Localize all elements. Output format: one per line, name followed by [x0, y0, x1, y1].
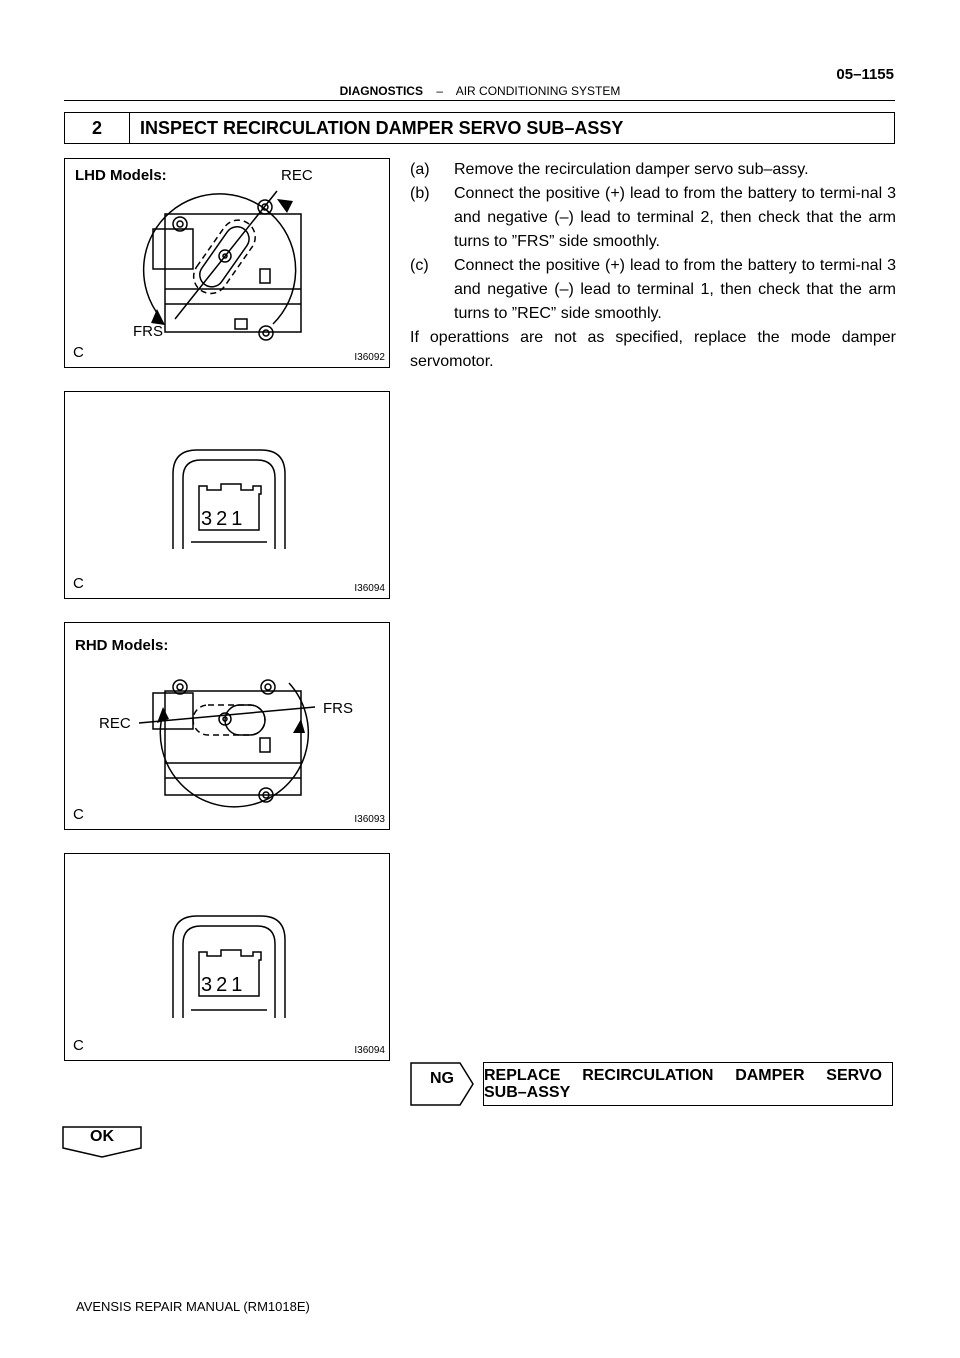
running-header: [0, 84, 960, 98]
pin-1: 1: [231, 508, 247, 530]
figure-code: I36094: [354, 1045, 385, 1056]
ng-label: NG: [430, 1070, 454, 1087]
instructions: [410, 158, 896, 374]
pin-1: 1: [231, 974, 247, 996]
instruction-item: [410, 158, 896, 182]
instruction-item: [410, 254, 896, 326]
figure-c-marker: C: [73, 344, 84, 361]
pin-2: 2: [216, 508, 232, 530]
pin-3: 3: [201, 508, 217, 530]
figure-lhd-servo: [64, 158, 390, 368]
page-number: 05–1155: [836, 66, 894, 83]
instruction-label: (a): [410, 161, 430, 178]
ng-result-tag: [410, 1062, 474, 1106]
ng-action-line-2: SUB–ASSY: [484, 1084, 571, 1101]
figure-code: I36092: [354, 352, 385, 363]
header-subsection: AIR CONDITIONING SYSTEM: [455, 84, 621, 98]
figure-model-label: LHD Models:: [75, 167, 167, 184]
ok-result-tag: [62, 1126, 142, 1158]
step-number: 2: [65, 113, 130, 143]
connector-illustration: [65, 392, 389, 598]
instruction-label: (b): [410, 185, 430, 202]
figure-rhd-servo: [64, 622, 390, 830]
figure-c-marker: C: [73, 575, 84, 592]
ng-action-box: [483, 1062, 893, 1106]
figure-model-label: RHD Models:: [75, 637, 169, 654]
figure-c-marker: C: [73, 806, 84, 823]
connector-illustration: [65, 854, 389, 1060]
instruction-item: [410, 182, 896, 254]
figure-connector-rhd: [64, 853, 390, 1061]
step-heading: [64, 112, 895, 144]
rec-label: REC: [281, 167, 313, 184]
frs-label: FRS: [133, 323, 163, 340]
connector-pin-numbers: [201, 974, 246, 997]
rec-label: REC: [99, 715, 131, 732]
servo-lhd-illustration: [65, 159, 389, 367]
ok-label: OK: [90, 1128, 114, 1145]
step-title: INSPECT RECIRCULATION DAMPER SERVO SUB–ASSY: [140, 117, 624, 138]
instruction-text: Connect the positive (+) lead to from the battery to termi-nal 3 and negative (–) lead to terminal 2, then check that the arm turns to ”FRS” side smoothly.: [454, 185, 896, 250]
header-separator: –: [436, 84, 443, 98]
figure-code: I36093: [354, 814, 385, 825]
connector-pin-numbers: [201, 508, 246, 531]
header-section: DIAGNOSTICS: [339, 84, 423, 98]
ng-action-line-1: REPLACE RECIRCULATION DAMPER SERVO: [484, 1067, 882, 1084]
footer-manual-id: AVENSIS REPAIR MANUAL (RM1018E): [76, 1299, 310, 1314]
frs-label: FRS: [323, 700, 353, 717]
figure-c-marker: C: [73, 1037, 84, 1054]
figure-code: I36094: [354, 583, 385, 594]
instruction-text: Connect the positive (+) lead to from the battery to termi-nal 3 and negative (–) lead to terminal 1, then check that the arm turns to ”REC” side smoothly.: [454, 257, 896, 322]
figure-connector-lhd: [64, 391, 390, 599]
note-paragraph: If operattions are not as specified, replace the mode damper servomotor.: [410, 329, 896, 370]
pin-2: 2: [216, 974, 232, 996]
instruction-label: (c): [410, 257, 429, 274]
header-rule: [64, 100, 895, 101]
instruction-text: Remove the recirculation damper servo sub–assy.: [454, 161, 809, 178]
pin-3: 3: [201, 974, 217, 996]
